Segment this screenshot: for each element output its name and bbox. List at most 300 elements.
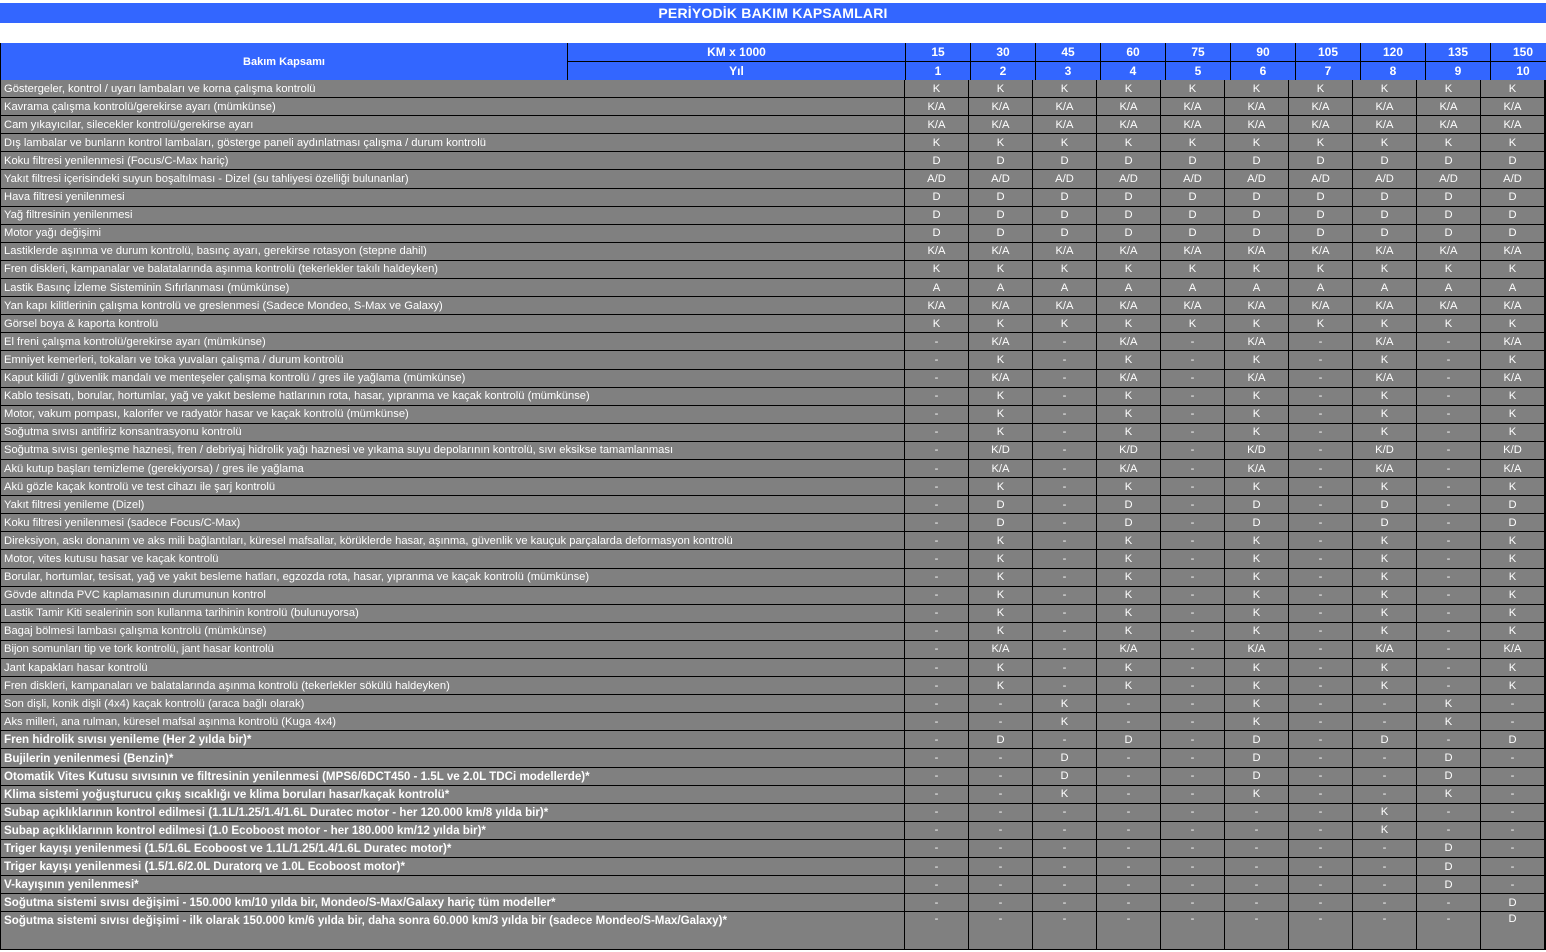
interval-cell: K [1225, 351, 1288, 368]
interval-cell: D [1481, 225, 1544, 242]
interval-cell: - [1289, 460, 1352, 477]
row-description: Yağ filtresinin yenilenmesi [1, 207, 904, 224]
interval-cell: D [969, 225, 1032, 242]
interval-cell: - [1161, 532, 1224, 549]
km-header: KM x 1000 [568, 43, 905, 61]
interval-cell: K/A [1033, 243, 1096, 260]
table-row [0, 569, 1546, 587]
interval-cell: - [1289, 623, 1352, 640]
table-row [0, 297, 1546, 315]
row-description: Görsel boya & kaporta kontrolü [1, 315, 904, 332]
interval-cell: - [1033, 623, 1096, 640]
interval-cell: D [1289, 189, 1352, 206]
interval-cell: K [1481, 134, 1544, 151]
interval-cell: - [905, 749, 968, 766]
interval-cell: - [1417, 514, 1480, 531]
interval-cell: - [1481, 695, 1544, 712]
interval-cell: - [1225, 894, 1288, 911]
interval-cell: K [1097, 569, 1160, 586]
interval-cell: - [905, 695, 968, 712]
interval-cell: - [905, 550, 968, 567]
interval-cell: K [969, 659, 1032, 676]
row-description: Akü kutup başları temizleme (gerekiyorsa) / gres ile yağlama [1, 460, 904, 477]
interval-cell: - [1353, 912, 1416, 949]
interval-cell: - [1161, 659, 1224, 676]
interval-cell: K [1033, 261, 1096, 278]
interval-cell: - [905, 659, 968, 676]
interval-cell: - [1289, 550, 1352, 567]
interval-cell: K [1481, 623, 1544, 640]
interval-cell: D [1289, 225, 1352, 242]
interval-cell: K/A [1225, 297, 1288, 314]
interval-cell: K [1353, 569, 1416, 586]
interval-cell: K [1097, 532, 1160, 549]
interval-cell: - [1097, 894, 1160, 911]
interval-cell: - [905, 876, 968, 893]
interval-cell: K/D [1481, 442, 1544, 459]
interval-cell: K [1033, 786, 1096, 803]
interval-cell: D [969, 189, 1032, 206]
interval-cell: K [1097, 659, 1160, 676]
year-interval-header: 6 [1231, 62, 1295, 80]
interval-cell: - [1161, 768, 1224, 785]
interval-cell: K [1097, 315, 1160, 332]
interval-cell: A/D [1225, 170, 1288, 187]
interval-cell: A [1225, 279, 1288, 296]
interval-cell: - [1289, 894, 1352, 911]
interval-cell: K [1417, 315, 1480, 332]
row-description: Dış lambalar ve bunların kontrol lambaları, gösterge paneli aydınlatması çalışma / durum kontrolü [1, 134, 904, 151]
year-interval-header: 8 [1361, 62, 1425, 80]
interval-cell: K/A [1097, 370, 1160, 387]
year-interval-header: 7 [1296, 62, 1360, 80]
km-interval-header: 30 [971, 43, 1035, 61]
row-description: Otomatik Vites Kutusu sıvısının ve filtresinin yenilenmesi (MPS6/6DCT450 - 1.5L ve 2.0L TDCi modellerde)* [1, 768, 904, 785]
interval-cell: K [1353, 478, 1416, 495]
interval-cell: A/D [1033, 170, 1096, 187]
interval-cell: - [969, 786, 1032, 803]
interval-cell: - [905, 822, 968, 839]
interval-cell: K [1161, 261, 1224, 278]
interval-cell: - [1289, 424, 1352, 441]
interval-cell: K/A [1225, 98, 1288, 115]
interval-cell: A/D [1161, 170, 1224, 187]
interval-cell: - [1033, 460, 1096, 477]
interval-cell: K/A [1481, 98, 1544, 115]
interval-cell: - [1161, 695, 1224, 712]
table-row [0, 225, 1546, 243]
interval-cell: - [905, 786, 968, 803]
row-description: Soğutma sistemi sıvısı değişimi - 150.000 km/10 yılda bir, Mondeo/S-Max/Galaxy hariç tüm modeller* [1, 894, 904, 911]
interval-cell: D [1353, 152, 1416, 169]
interval-cell: K/A [1289, 116, 1352, 133]
table-row [0, 98, 1546, 116]
interval-cell: D [1417, 768, 1480, 785]
interval-cell: - [1481, 804, 1544, 821]
interval-cell: - [1161, 840, 1224, 857]
interval-cell: D [905, 207, 968, 224]
interval-cell: K/A [1289, 297, 1352, 314]
table-row [0, 514, 1546, 532]
row-description: Fren diskleri, kampanaları ve balatalarında aşınma kontrolü (tekerlekler sökülü haldeyken) [1, 677, 904, 694]
interval-cell: D [1417, 152, 1480, 169]
interval-cell: - [1097, 858, 1160, 875]
year-header: Yıl [568, 62, 905, 80]
row-description: Koku filtresi yenilenmesi (sadece Focus/C-Max) [1, 514, 904, 531]
interval-cell: - [1161, 587, 1224, 604]
interval-cell: K/A [905, 297, 968, 314]
interval-cell: K [1225, 569, 1288, 586]
interval-cell: - [1289, 442, 1352, 459]
interval-cell: D [1033, 768, 1096, 785]
interval-cell: - [1417, 550, 1480, 567]
interval-cell: D [969, 152, 1032, 169]
interval-cell: - [1417, 569, 1480, 586]
row-description: Triger kayışı yenilenmesi (1.5/1.6/2.0L Duratorq ve 1.0L Ecoboost motor)* [1, 858, 904, 875]
interval-cell: D [1225, 731, 1288, 748]
interval-cell: D [969, 496, 1032, 513]
row-description: Son dişli, konik dişli (4x4) kaçak kontrolü (araca bağlı olarak) [1, 695, 904, 712]
interval-cell: K [1225, 713, 1288, 730]
interval-cell: K/A [905, 98, 968, 115]
interval-cell: K/A [1481, 297, 1544, 314]
interval-cell: K [1161, 134, 1224, 151]
interval-cell: K [1225, 80, 1288, 97]
interval-cell: - [1289, 406, 1352, 423]
interval-cell: - [1417, 333, 1480, 350]
km-interval-header: 90 [1231, 43, 1295, 61]
interval-cell: - [905, 840, 968, 857]
interval-cell: A/D [1097, 170, 1160, 187]
table-row [0, 731, 1546, 749]
interval-cell: K/A [1097, 641, 1160, 658]
interval-cell: K/D [1097, 442, 1160, 459]
row-description: Hava filtresi yenilenmesi [1, 189, 904, 206]
interval-cell: - [1161, 731, 1224, 748]
interval-cell: K [1033, 695, 1096, 712]
interval-cell: - [1417, 822, 1480, 839]
row-description: Bujilerin yenilenmesi (Benzin)* [1, 749, 904, 766]
interval-cell: - [969, 695, 1032, 712]
interval-cell: - [905, 496, 968, 513]
interval-cell: A [969, 279, 1032, 296]
interval-cell: D [1417, 858, 1480, 875]
interval-cell: - [1417, 424, 1480, 441]
interval-cell: - [1417, 532, 1480, 549]
row-description: Soğutma sistemi sıvısı değişimi - ilk olarak 150.000 km/6 yılda bir, daha sonra 60.000 km/3 yılda bir (sadece Mondeo/S-Max/Galaxy)* [1, 912, 904, 949]
table-row [0, 424, 1546, 442]
interval-cell: D [1481, 189, 1544, 206]
interval-cell: K [1225, 677, 1288, 694]
interval-cell: K [969, 478, 1032, 495]
interval-cell: K/A [969, 98, 1032, 115]
interval-cell: D [1097, 189, 1160, 206]
interval-cell: K/A [1225, 243, 1288, 260]
interval-cell: K [1481, 605, 1544, 622]
km-interval-header: 75 [1166, 43, 1230, 61]
interval-cell: - [1417, 351, 1480, 368]
interval-cell: - [1289, 333, 1352, 350]
interval-cell: - [1353, 894, 1416, 911]
interval-cell: - [969, 858, 1032, 875]
interval-cell: K [1289, 315, 1352, 332]
row-description: Bijon somunları tip ve tork kontrolü, jant hasar kontrolü [1, 641, 904, 658]
interval-cell: - [905, 478, 968, 495]
km-interval-header: 105 [1296, 43, 1360, 61]
interval-cell: K [1225, 786, 1288, 803]
interval-cell: - [1033, 550, 1096, 567]
table-row [0, 840, 1546, 858]
interval-cell: D [1417, 225, 1480, 242]
interval-cell: D [1161, 225, 1224, 242]
interval-cell: K [1417, 134, 1480, 151]
interval-cell: D [1417, 840, 1480, 857]
table-row [0, 152, 1546, 170]
interval-cell: D [1161, 207, 1224, 224]
interval-cell: A [1289, 279, 1352, 296]
interval-cell: - [1161, 786, 1224, 803]
table-row [0, 804, 1546, 822]
table-row [0, 786, 1546, 804]
interval-cell: K [1289, 134, 1352, 151]
table-row [0, 279, 1546, 297]
interval-cell: K [1481, 550, 1544, 567]
interval-cell: - [1161, 912, 1224, 949]
interval-cell: - [905, 677, 968, 694]
interval-cell: A/D [905, 170, 968, 187]
interval-cell: - [1033, 587, 1096, 604]
interval-cell: D [1289, 152, 1352, 169]
interval-cell: D [1481, 912, 1544, 949]
interval-cell: K/A [1353, 98, 1416, 115]
interval-cell: - [1161, 641, 1224, 658]
interval-cell: - [1225, 876, 1288, 893]
interval-cell: D [1353, 207, 1416, 224]
interval-cell: K [1097, 80, 1160, 97]
interval-cell: - [1161, 370, 1224, 387]
interval-cell: K/A [1033, 98, 1096, 115]
interval-cell: - [905, 731, 968, 748]
year-interval-header: 2 [971, 62, 1035, 80]
interval-cell: - [1225, 858, 1288, 875]
interval-cell: K/A [1225, 370, 1288, 387]
interval-cell: - [1225, 822, 1288, 839]
interval-cell: K/A [1481, 460, 1544, 477]
year-interval-header: 1 [906, 62, 970, 80]
interval-cell: - [1289, 749, 1352, 766]
row-description: Göstergeler, kontrol / uyarı lambaları ve korna çalışma kontrolü [1, 80, 904, 97]
interval-cell: K/A [1225, 333, 1288, 350]
interval-cell: - [1289, 659, 1352, 676]
row-description: Soğutma sıvısı genleşme haznesi, fren / debriyaj hidrolik yağı haznesi ve yıkama suyu depolarının kontrolü, sıvı eksikse tamamlanması [1, 442, 904, 459]
interval-cell: - [1481, 749, 1544, 766]
interval-cell: K/A [1097, 297, 1160, 314]
interval-cell: K [1225, 315, 1288, 332]
interval-cell: - [1417, 804, 1480, 821]
interval-cell: K/A [969, 116, 1032, 133]
interval-cell: D [1225, 749, 1288, 766]
interval-cell: - [1417, 912, 1480, 949]
table-row [0, 641, 1546, 659]
interval-cell: K [1481, 659, 1544, 676]
interval-cell: K/D [969, 442, 1032, 459]
row-description: Emniyet kemerleri, tokaları ve toka yuvaları çalışma / durum kontrolü [1, 351, 904, 368]
interval-cell: K [969, 315, 1032, 332]
interval-cell: - [1417, 677, 1480, 694]
interval-cell: K [1225, 261, 1288, 278]
interval-cell: K [1225, 532, 1288, 549]
interval-cell: K [969, 261, 1032, 278]
interval-cell: K [1097, 605, 1160, 622]
interval-cell: K/A [1161, 297, 1224, 314]
interval-cell: K/D [1353, 442, 1416, 459]
interval-cell: K [1225, 134, 1288, 151]
interval-cell: D [905, 189, 968, 206]
interval-cell: A [1161, 279, 1224, 296]
interval-cell: K [969, 80, 1032, 97]
interval-cell: K [1225, 550, 1288, 567]
interval-cell: K [1225, 424, 1288, 441]
interval-cell: K/A [1417, 243, 1480, 260]
row-description: Motor, vites kutusu hasar ve kaçak kontrolü [1, 550, 904, 567]
table-row [0, 605, 1546, 623]
interval-cell: - [905, 605, 968, 622]
table-row [0, 315, 1546, 333]
interval-cell: D [1225, 207, 1288, 224]
interval-cell: A/D [1417, 170, 1480, 187]
table-row [0, 134, 1546, 152]
interval-cell: A/D [1353, 170, 1416, 187]
interval-cell: - [1097, 876, 1160, 893]
interval-cell: K [1417, 713, 1480, 730]
interval-cell: - [905, 894, 968, 911]
interval-cell: K/A [1481, 641, 1544, 658]
row-description: Yakıt filtresi içerisindeki suyun boşaltılması - Dizel (su tahliyesi özelliği bulunanlar) [1, 170, 904, 187]
interval-cell: D [1225, 152, 1288, 169]
table-row [0, 496, 1546, 514]
interval-cell: D [1481, 496, 1544, 513]
interval-cell: K/A [1353, 243, 1416, 260]
interval-cell: - [1161, 804, 1224, 821]
interval-cell: - [1417, 442, 1480, 459]
interval-cell: - [1033, 388, 1096, 405]
table-row [0, 460, 1546, 478]
interval-cell: - [1289, 840, 1352, 857]
interval-cell: - [1289, 804, 1352, 821]
interval-cell: D [969, 731, 1032, 748]
interval-cell: - [1161, 858, 1224, 875]
interval-cell: - [1481, 822, 1544, 839]
table-row [0, 351, 1546, 369]
interval-cell: K [969, 623, 1032, 640]
interval-cell: - [1033, 659, 1096, 676]
interval-cell: D [1161, 152, 1224, 169]
interval-cell: D [969, 514, 1032, 531]
interval-cell: K [905, 80, 968, 97]
interval-cell: K [1481, 406, 1544, 423]
interval-cell: K [1033, 80, 1096, 97]
interval-cell: - [969, 822, 1032, 839]
table-row [0, 894, 1546, 912]
interval-cell: - [1161, 623, 1224, 640]
table-row [0, 80, 1546, 98]
row-description: V-kayışının yenilenmesi* [1, 876, 904, 893]
interval-cell: K/A [969, 460, 1032, 477]
interval-cell: K/A [1481, 370, 1544, 387]
interval-cell: D [1417, 189, 1480, 206]
interval-cell: A [1033, 279, 1096, 296]
interval-cell: K/A [1353, 297, 1416, 314]
interval-cell: K [1481, 80, 1544, 97]
interval-cell: K [1353, 605, 1416, 622]
interval-cell: K/A [969, 641, 1032, 658]
row-description: Kablo tesisatı, borular, hortumlar, yağ ve yakıt besleme hatlarının rota, hasar, yıpranma ve kaçak kontrolü (mümkünse) [1, 388, 904, 405]
interval-cell: - [1033, 858, 1096, 875]
interval-cell: - [1033, 351, 1096, 368]
interval-cell: K/A [1353, 641, 1416, 658]
interval-cell: K/A [1097, 460, 1160, 477]
table-row [0, 333, 1546, 351]
year-interval-header: 9 [1426, 62, 1490, 80]
km-interval-header: 150 [1491, 43, 1546, 61]
interval-cell: - [1033, 804, 1096, 821]
interval-cell: K/A [1289, 98, 1352, 115]
row-description: Fren diskleri, kampanalar ve balatalarında aşınma kontrolü (tekerlekler takılı haldeyken) [1, 261, 904, 278]
interval-cell: K [905, 261, 968, 278]
row-description: Gövde altında PVC kaplamasının durumunun kontrol [1, 587, 904, 604]
interval-cell: - [1289, 786, 1352, 803]
interval-cell: K [1417, 80, 1480, 97]
interval-cell: - [1353, 749, 1416, 766]
interval-cell: - [969, 876, 1032, 893]
interval-cell: D [1033, 749, 1096, 766]
interval-cell: - [1353, 840, 1416, 857]
table-row [0, 388, 1546, 406]
interval-cell: - [1417, 605, 1480, 622]
row-description: Lastiklerde aşınma ve durum kontrolü, basınç ayarı, gerekirse rotasyon (stepne dahil) [1, 243, 904, 260]
row-description: El freni çalışma kontrolü/gerekirse ayarı (mümkünse) [1, 333, 904, 350]
interval-cell: - [1417, 623, 1480, 640]
interval-cell: K [1225, 695, 1288, 712]
table-row [0, 116, 1546, 134]
interval-cell: - [1353, 876, 1416, 893]
interval-cell: - [1033, 370, 1096, 387]
interval-cell: K/A [1161, 98, 1224, 115]
row-description: Motor, vakum pompası, kalorifer ve radyatör hasar ve kaçak kontrolü (mümkünse) [1, 406, 904, 423]
interval-cell: K [1481, 351, 1544, 368]
interval-cell: - [1161, 713, 1224, 730]
interval-cell: K [1353, 80, 1416, 97]
interval-cell: K/A [1417, 297, 1480, 314]
interval-cell: K [1097, 677, 1160, 694]
row-description: Cam yıkayıcılar, silecekler kontrolü/gerekirse ayarı [1, 116, 904, 133]
interval-cell: K/A [1481, 116, 1544, 133]
interval-cell: D [1225, 514, 1288, 531]
interval-cell: K [1161, 315, 1224, 332]
row-description: Lastik Tamir Kiti sealerinin son kullanma tarihinin kontrolü (bulunuyorsa) [1, 605, 904, 622]
interval-cell: D [1417, 876, 1480, 893]
interval-cell: D [1033, 207, 1096, 224]
row-description: Koku filtresi yenilenmesi (Focus/C-Max hariç) [1, 152, 904, 169]
row-description: Subap açıklıklarının kontrol edilmesi (1.1L/1.25/1.4/1.6L Duratec motor - her 120.000 km/8 yılda bir)* [1, 804, 904, 821]
interval-cell: K [1097, 550, 1160, 567]
interval-cell: - [905, 333, 968, 350]
interval-cell: A [905, 279, 968, 296]
interval-cell: - [1481, 768, 1544, 785]
interval-cell: K [1481, 424, 1544, 441]
interval-cell: K [1353, 532, 1416, 549]
interval-cell: - [905, 858, 968, 875]
